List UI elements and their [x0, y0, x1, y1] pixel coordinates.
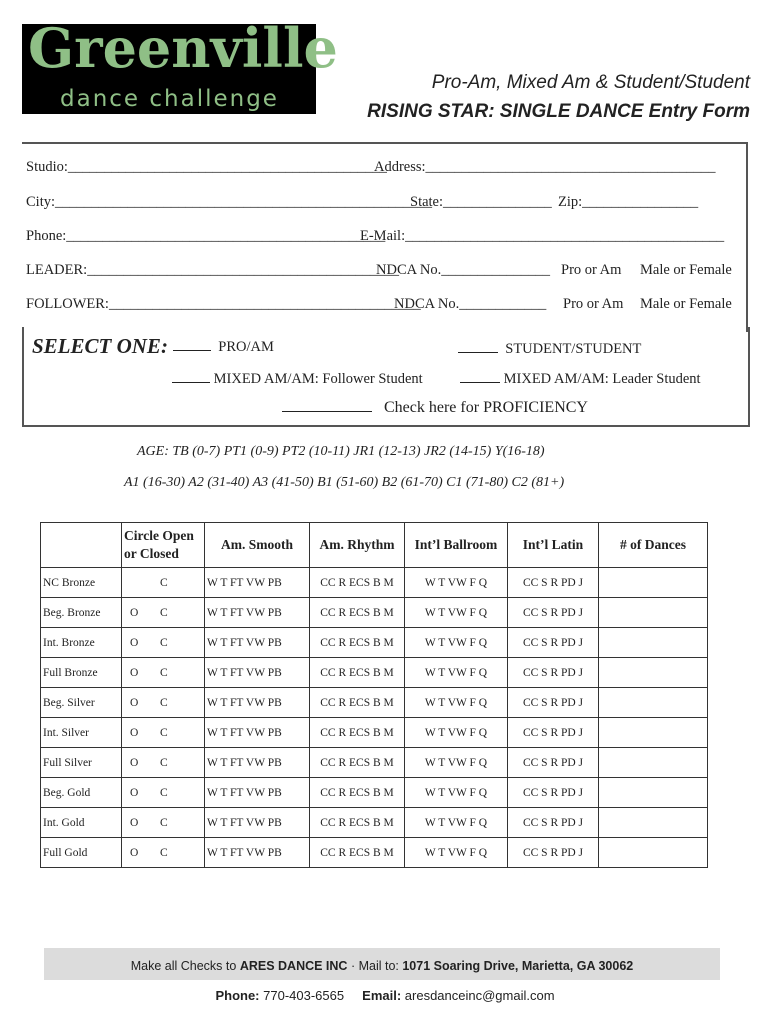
intl-latin-cell[interactable]: CC S R PD J: [508, 718, 599, 748]
form-title: RISING STAR: SINGLE DANCE Entry Form: [367, 101, 750, 122]
email-label: Email:: [362, 988, 402, 1003]
follower-field[interactable]: FOLLOWER:___________________________________________: [26, 296, 421, 312]
table-row: [41, 808, 708, 838]
open-closed-cell[interactable]: [122, 838, 205, 868]
intl-latin-cell[interactable]: CC S R PD J: [508, 628, 599, 658]
table-row: [41, 748, 708, 778]
open-closed-cell[interactable]: [122, 808, 205, 838]
level-cell: Int. Bronze: [41, 628, 122, 658]
am-smooth-cell[interactable]: W T FT VW PB: [205, 658, 310, 688]
proam-blank[interactable]: [173, 338, 211, 351]
open-closed-cell[interactable]: [122, 658, 205, 688]
open-closed-cell[interactable]: [122, 628, 205, 658]
greenville-logo: [22, 16, 338, 114]
am-rhythm-cell[interactable]: CC R ECS B M: [310, 628, 405, 658]
num-dances-cell[interactable]: [599, 628, 708, 658]
level-cell: Beg. Gold: [41, 778, 122, 808]
closed-option[interactable]: C: [160, 846, 168, 859]
open-option[interactable]: O: [130, 726, 139, 739]
proam-label: PRO/AM: [218, 339, 274, 355]
age-divisions-row-2: A1 (16-30) A2 (31-40) A3 (41-50) B1 (51-60) B2 (61-70) C1 (71-80) C2 (81+): [124, 475, 565, 490]
select-box-left-border: [22, 327, 24, 425]
intl-ballroom-cell[interactable]: W T VW F Q: [405, 568, 508, 598]
open-option[interactable]: O: [130, 636, 139, 649]
am-rhythm-cell[interactable]: CC R ECS B M: [310, 748, 405, 778]
table-row: [41, 658, 708, 688]
proam-option[interactable]: [173, 338, 274, 356]
phone-label: Phone:: [215, 988, 260, 1003]
am-rhythm-cell[interactable]: CC R ECS B M: [310, 838, 405, 868]
mail-address: 1071 Soaring Drive, Marietta, GA 30062: [402, 959, 634, 973]
level-header: [41, 523, 122, 568]
intl-ballroom-cell[interactable]: W T VW F Q: [405, 658, 508, 688]
am-smooth-cell[interactable]: W T FT VW PB: [205, 748, 310, 778]
intl-latin-cell[interactable]: CC S R PD J: [508, 808, 599, 838]
mixed-leader-option[interactable]: [460, 370, 701, 388]
intl-latin-cell[interactable]: CC S R PD J: [508, 838, 599, 868]
intl-latin-cell[interactable]: CC S R PD J: [508, 598, 599, 628]
student-label: STUDENT/STUDENT: [505, 341, 642, 357]
num-dances-cell[interactable]: [599, 838, 708, 868]
email-address: aresdanceinc@gmail.com: [401, 988, 555, 1003]
level-cell: Beg. Bronze: [41, 598, 122, 628]
studio-field[interactable]: Studio:____________________________________________: [26, 159, 387, 175]
open-option[interactable]: O: [130, 666, 139, 679]
table-header-row: [41, 523, 708, 568]
level-cell: Full Gold: [41, 838, 122, 868]
am-smooth-cell[interactable]: W T FT VW PB: [205, 718, 310, 748]
am-smooth-cell[interactable]: W T FT VW PB: [205, 838, 310, 868]
closed-option[interactable]: C: [160, 726, 168, 739]
am-rhythm-cell[interactable]: CC R ECS B M: [310, 598, 405, 628]
intl-ballroom-cell[interactable]: W T VW F Q: [405, 778, 508, 808]
am-rhythm-cell[interactable]: CC R ECS B M: [310, 658, 405, 688]
open-closed-cell[interactable]: [122, 598, 205, 628]
level-cell: Beg. Silver: [41, 688, 122, 718]
logo-title: Greenville: [28, 16, 338, 80]
open-option[interactable]: O: [130, 606, 139, 619]
intl-latin-cell[interactable]: CC S R PD J: [508, 688, 599, 718]
city-field[interactable]: City:____________________________________________________: [26, 194, 433, 210]
am-rhythm-cell[interactable]: CC R ECS B M: [310, 808, 405, 838]
level-cell: Int. Gold: [41, 808, 122, 838]
student-blank[interactable]: [458, 340, 498, 353]
num-dances-cell[interactable]: [599, 778, 708, 808]
intl-latin-cell[interactable]: CC S R PD J: [508, 778, 599, 808]
follower-gender[interactable]: Male or Female: [640, 296, 732, 312]
closed-option[interactable]: C: [160, 756, 168, 769]
zip-field[interactable]: Zip:________________: [558, 194, 699, 210]
logo-subtitle: dance challenge: [60, 86, 279, 112]
level-cell: Int. Silver: [41, 718, 122, 748]
intl-ballroom-cell[interactable]: W T VW F Q: [405, 688, 508, 718]
open-option[interactable]: O: [130, 816, 139, 829]
table-row: [41, 628, 708, 658]
am-rhythm-cell[interactable]: CC R ECS B M: [310, 688, 405, 718]
open-closed-cell[interactable]: [122, 778, 205, 808]
table-row: [41, 568, 708, 598]
intl-latin-cell[interactable]: CC S R PD J: [508, 568, 599, 598]
am-rhythm-cell[interactable]: CC R ECS B M: [310, 718, 405, 748]
table-row: [41, 688, 708, 718]
am-smooth-cell[interactable]: W T FT VW PB: [205, 598, 310, 628]
checks-prefix: Make all Checks to: [130, 959, 240, 973]
am-smooth-cell[interactable]: W T FT VW PB: [205, 808, 310, 838]
num-dances-cell[interactable]: [599, 658, 708, 688]
proficiency-blank[interactable]: [282, 399, 372, 412]
intl-latin-cell[interactable]: CC S R PD J: [508, 658, 599, 688]
intl-ballroom-cell[interactable]: W T VW F Q: [405, 628, 508, 658]
open-option[interactable]: O: [130, 756, 139, 769]
leader-ndca-field[interactable]: NDCA No._______________: [376, 262, 551, 278]
state-field[interactable]: State:_______________: [410, 194, 552, 210]
intl-latin-cell[interactable]: CC S R PD J: [508, 748, 599, 778]
num-dances-header: # of Dances: [599, 523, 708, 568]
mixed-follower-label: MIXED AM/AM: Follower Student: [213, 371, 423, 387]
phone-field[interactable]: Phone:____________________________________________: [26, 228, 386, 244]
am-smooth-header: Am. Smooth: [205, 523, 310, 568]
closed-option[interactable]: C: [160, 816, 168, 829]
leader-gender[interactable]: Male or Female: [640, 262, 732, 278]
mixed-leader-blank[interactable]: [460, 370, 500, 383]
level-cell: Full Bronze: [41, 658, 122, 688]
num-dances-cell[interactable]: [599, 688, 708, 718]
intl-latin-header: Int’l Latin: [508, 523, 599, 568]
dance-entry-table: [40, 522, 708, 868]
num-dances-cell[interactable]: [599, 568, 708, 598]
table-row: [41, 598, 708, 628]
num-dances-cell[interactable]: [599, 718, 708, 748]
leader-pro-or-am[interactable]: Pro or Am: [561, 262, 622, 278]
open-option[interactable]: O: [130, 846, 139, 859]
proficiency-label: Check here for PROFICIENCY: [384, 399, 588, 416]
closed-option[interactable]: C: [160, 636, 168, 649]
select-one-heading: SELECT ONE:: [32, 334, 168, 358]
am-smooth-cell[interactable]: W T FT VW PB: [205, 778, 310, 808]
intl-ballroom-cell[interactable]: W T VW F Q: [405, 598, 508, 628]
mixed-leader-label: MIXED AM/AM: Leader Student: [503, 371, 701, 387]
intl-ballroom-cell[interactable]: W T VW F Q: [405, 748, 508, 778]
table-row: [41, 838, 708, 868]
age-divisions-row-1: AGE: TB (0-7) PT1 (0-9) PT2 (10-11) JR1 (12-13) JR2 (14-15) Y(16-18): [137, 444, 545, 459]
open-closed-header: Circle Open or Closed: [122, 523, 205, 568]
am-smooth-cell[interactable]: W T FT VW PB: [205, 628, 310, 658]
intl-ballroom-header: Int’l Ballroom: [405, 523, 508, 568]
mail-prefix: · Mail to:: [347, 959, 403, 973]
email-field[interactable]: E-Mail:____________________________________________: [360, 228, 725, 244]
num-dances-cell[interactable]: [599, 808, 708, 838]
open-closed-cell[interactable]: [122, 748, 205, 778]
intl-ballroom-cell[interactable]: W T VW F Q: [405, 718, 508, 748]
open-closed-cell[interactable]: [122, 688, 205, 718]
am-smooth-cell[interactable]: W T FT VW PB: [205, 568, 310, 598]
num-dances-cell[interactable]: [599, 748, 708, 778]
num-dances-cell[interactable]: [599, 598, 708, 628]
closed-option[interactable]: C: [160, 696, 168, 709]
form-subtitle: Pro-Am, Mixed Am & Student/Student: [431, 72, 750, 93]
am-smooth-cell[interactable]: W T FT VW PB: [205, 688, 310, 718]
am-rhythm-cell[interactable]: CC R ECS B M: [310, 778, 405, 808]
am-rhythm-cell[interactable]: CC R ECS B M: [310, 568, 405, 598]
follower-pro-or-am[interactable]: Pro or Am: [563, 296, 624, 312]
closed-option[interactable]: C: [160, 786, 168, 799]
intl-ballroom-cell[interactable]: W T VW F Q: [405, 808, 508, 838]
open-closed-cell[interactable]: [122, 718, 205, 748]
intl-ballroom-cell[interactable]: W T VW F Q: [405, 838, 508, 868]
mixed-follower-option[interactable]: [172, 370, 423, 388]
open-option[interactable]: O: [130, 696, 139, 709]
leader-field[interactable]: LEADER:___________________________________________: [26, 262, 399, 278]
follower-ndca-field[interactable]: NDCA No.____________: [394, 296, 547, 312]
open-closed-cell[interactable]: [122, 568, 205, 598]
payee-name: ARES DANCE INC: [239, 959, 348, 973]
contact-line: [0, 988, 770, 1003]
phone-number: 770-403-6565: [259, 988, 345, 1003]
closed-option[interactable]: C: [160, 666, 168, 679]
proficiency-option[interactable]: [282, 399, 588, 417]
mixed-follower-blank[interactable]: [172, 370, 210, 383]
level-cell: Full Silver: [41, 748, 122, 778]
address-field[interactable]: Address:________________________________________: [374, 159, 716, 175]
table-body: [41, 568, 708, 868]
closed-option[interactable]: C: [160, 606, 168, 619]
payment-info-bar: [44, 948, 720, 980]
table-row: [41, 778, 708, 808]
open-option[interactable]: O: [130, 786, 139, 799]
level-cell: NC Bronze: [41, 568, 122, 598]
student-option[interactable]: [458, 340, 641, 358]
am-rhythm-header: Am. Rhythm: [310, 523, 405, 568]
table-row: [41, 718, 708, 748]
closed-option[interactable]: C: [160, 576, 168, 589]
